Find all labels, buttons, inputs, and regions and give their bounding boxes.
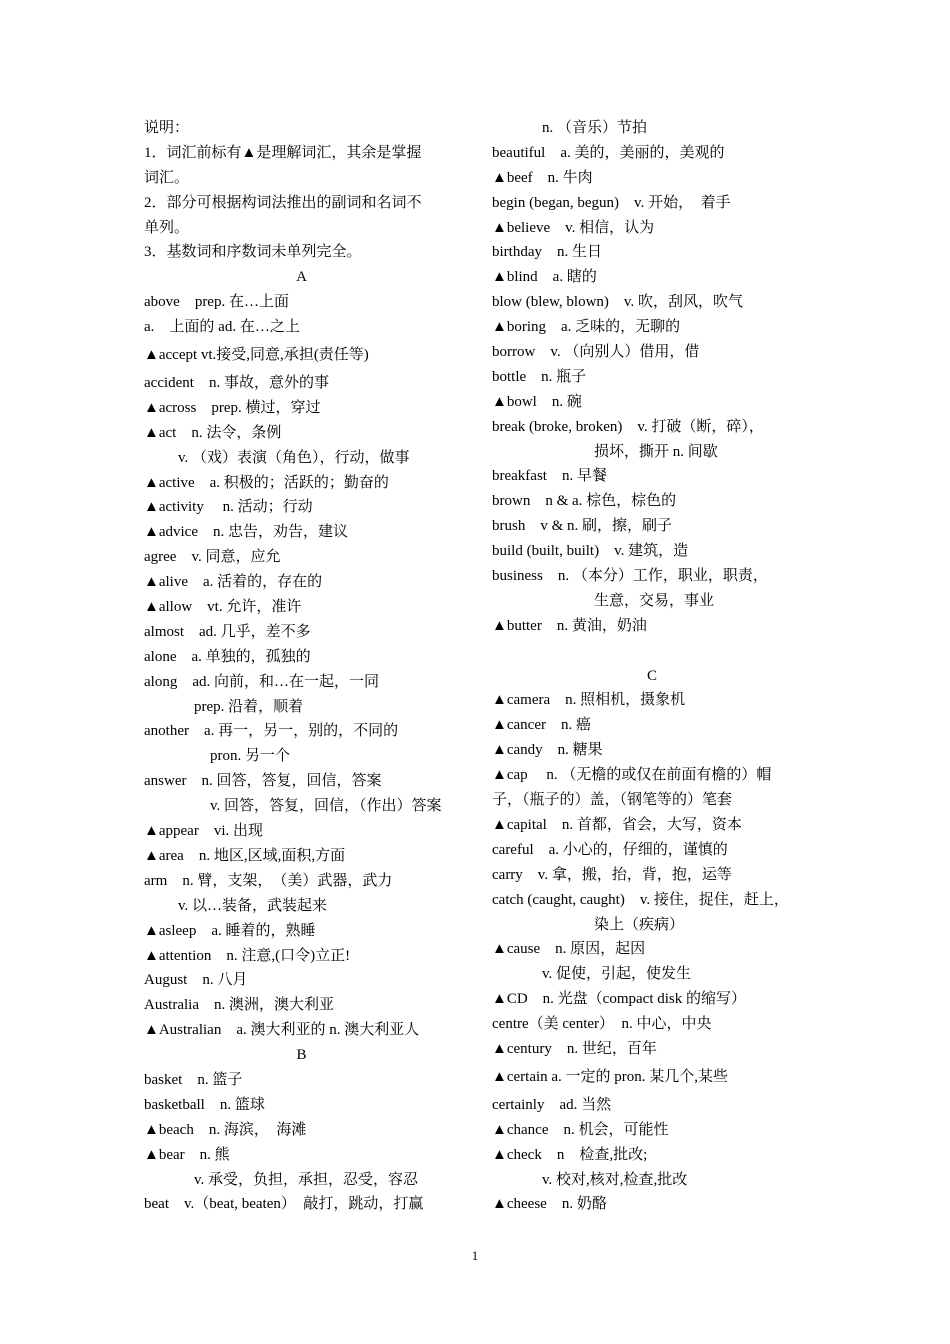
vocab-entry: ▲attention n. 注意,(口令)立正!	[144, 947, 351, 964]
vocab-entry: ▲cancer n. 癌	[492, 717, 591, 734]
vocab-entry: ▲beach n. 海滨， 海滩	[144, 1121, 307, 1138]
vocab-entry: ▲century n. 世纪，百年	[492, 1040, 657, 1057]
vocab-entry: brown n & a. 棕色，棕色的	[492, 493, 677, 510]
vocab-entry: ▲check n 检查,批改;	[492, 1146, 648, 1163]
vocab-entry: a. 上面的 ad. 在…之上	[144, 319, 300, 336]
vocab-entry: basket n. 篮子	[144, 1071, 243, 1088]
vocab-entry: bottle n. 瓶子	[492, 368, 587, 385]
intro-line: 2．部分可根据构词法推出的副词和名词不	[144, 194, 422, 211]
spacer	[492, 639, 822, 664]
vocab-entry: basketball n. 篮球	[144, 1096, 265, 1113]
vocab-entry: ▲blind a. 瞎的	[492, 269, 597, 286]
vocab-entry-continuation: 染上（疾病）	[594, 916, 685, 933]
vocab-entry: ▲camera n. 照相机，摄象机	[492, 692, 686, 709]
vocab-entry: ▲believe v. 相信，认为	[492, 219, 655, 236]
section-heading-b: B	[296, 1047, 307, 1064]
vocab-entry: breakfast n. 早餐	[492, 468, 607, 485]
vocab-entry: almost ad. 几乎，差不多	[144, 623, 311, 640]
vocab-entry-continuation: v. 承受，负担，承担，忍受，容忍	[194, 1171, 419, 1188]
vocab-entry: ▲bear n. 熊	[144, 1146, 230, 1163]
section-heading-c: C	[646, 667, 657, 684]
vocab-entry: agree v. 同意，应允	[144, 549, 281, 566]
vocab-entry-continuation: n. （音乐）节拍	[542, 120, 648, 136]
vocab-entry: beat v.（beat, beaten） 敲打，跳动，打赢	[144, 1196, 424, 1213]
left-column	[144, 116, 469, 1217]
vocab-entry: another a. 再一，另一，别的，不同的	[144, 723, 399, 740]
vocab-entry: brush v & n. 刷，擦，刷子	[492, 518, 673, 535]
vocab-entry: ▲candy n. 糖果	[492, 742, 603, 759]
vocab-entry: ▲act n. 法令，条例	[144, 424, 282, 441]
vocab-entry-continuation: v. 以…装备，武装起来	[178, 897, 328, 914]
page-number: 1	[471, 1248, 479, 1263]
vocab-entry: blow (blew, blown) v. 吹，刮风，吹气	[492, 294, 743, 311]
vocab-entry: careful a. 小心的，仔细的，谨慎的	[492, 841, 728, 858]
vocab-entry: certainly ad. 当然	[492, 1096, 612, 1113]
vocab-entry: catch (caught, caught) v. 接住，捉住，赶上，	[492, 891, 789, 908]
intro-line: 词汇。	[144, 169, 190, 186]
intro-line: 3．基数词和序数词未单列完全。	[144, 244, 362, 261]
vocab-entry: ▲cause n. 原因，起因	[492, 941, 646, 958]
vocab-entry: August n. 八月	[144, 972, 248, 989]
vocab-entry: ▲butter n. 黄油，奶油	[492, 617, 647, 634]
vocab-entry: build (built, built) v. 建筑，造	[492, 543, 689, 560]
vocab-entry: answer n. 回答，答复，回信，答案	[144, 773, 382, 790]
vocab-entry: ▲advice n. 忠告，劝告，建议	[144, 524, 348, 541]
vocab-entry-continuation: v. （戏）表演（角色），行动，做事	[178, 449, 410, 466]
vocab-entry-continuation: v. 回答，答复，回信，（作出）答案	[210, 798, 442, 815]
vocab-entry: alone a. 单独的，孤独的	[144, 648, 311, 665]
vocab-entry: beautiful a. 美的，美丽的，美观的	[492, 144, 725, 161]
section-heading-a: A	[296, 269, 307, 286]
vocab-entry: break (broke, broken) v. 打破（断，碎），	[492, 418, 764, 435]
vocab-entry: birthday n. 生日	[492, 244, 602, 261]
vocab-entry: Australia n. 澳洲，澳大利亚	[144, 997, 334, 1014]
vocab-entry: ▲bowl n. 碗	[492, 393, 582, 410]
vocab-entry: ▲area n. 地区,区域,面积,方面	[144, 847, 346, 864]
vocab-entry: arm n. 臂，支架， （美）武器，武力	[144, 872, 393, 889]
vocab-entry: ▲chance n. 机会，可能性	[492, 1121, 669, 1138]
vocab-entry: ▲activity n. 活动；行动	[144, 499, 313, 516]
vocab-entry: accident n. 事故，意外的事	[144, 375, 329, 392]
vocab-entry: ▲capital n. 首都，省会，大写，资本	[492, 816, 742, 833]
vocab-entry: ▲accept vt.接受,同意,承担(责任等)	[144, 347, 369, 364]
vocab-entry: ▲cap n. （无檐的或仅在前面有檐的）帽	[492, 767, 772, 784]
vocab-entry: ▲boring a. 乏味的，无聊的	[492, 319, 681, 336]
vocab-entry-continuation: 生意，交易，事业	[594, 592, 715, 609]
vocab-entry: ▲Australian a. 澳大利亚的 n. 澳大利亚人	[144, 1022, 420, 1039]
vocab-entry-continuation: v. 促使，引起，使发生	[542, 966, 692, 983]
vocab-entry: ▲cheese n. 奶酪	[492, 1196, 607, 1213]
vocab-entry: begin (began, begun) v. 开始， 着手	[492, 194, 731, 211]
vocab-entry: ▲allow vt. 允许，准许	[144, 599, 302, 616]
vocab-entry: ▲appear vi. 出现	[144, 823, 263, 840]
vocab-entry: ▲active a. 积极的；活跃的；勤奋的	[144, 474, 389, 491]
vocab-entry: ▲asleep a. 睡着的，熟睡	[144, 922, 316, 939]
intro-line: 说明：	[144, 120, 190, 136]
vocab-entry: centre（美 center） n. 中心，中央	[492, 1016, 712, 1033]
vocab-entry: ▲CD n. 光盘（compact disk 的缩写）	[492, 991, 746, 1008]
vocab-entry: borrow v. （向别人）借用，借	[492, 344, 700, 361]
intro-line: 1．词汇前标有▲是理解词汇，其余是掌握	[144, 144, 422, 161]
vocab-entry: ▲across prep. 横过，穿过	[144, 399, 321, 416]
vocab-entry: ▲beef n. 牛肉	[492, 169, 593, 186]
vocab-entry-continuation: pron. 另一个	[210, 748, 290, 765]
vocab-entry: above prep. 在…上面	[144, 294, 289, 311]
vocab-entry-continuation: 损坏，撕开 n. 间歇	[594, 443, 718, 460]
right-column	[492, 116, 822, 1217]
vocab-entry-continuation: 子，（瓶子的）盖，（钢笔等的）笔套	[492, 792, 733, 809]
intro-line: 单列。	[144, 219, 190, 236]
vocab-entry: carry v. 拿，搬，抬，背，抱，运等	[492, 866, 732, 883]
vocab-entry-continuation: prep. 沿着，顺着	[194, 698, 304, 715]
vocab-entry: ▲alive a. 活着的，存在的	[144, 574, 323, 591]
vocab-entry: business n. （本分）工作，职业，职责，	[492, 568, 768, 585]
vocab-entry-continuation: v. 校对,核对,检查,批改	[542, 1171, 688, 1188]
vocab-entry: along ad. 向前，和…在一起，一同	[144, 673, 379, 690]
vocab-entry: ▲certain a. 一定的 pron. 某几个,某些	[492, 1068, 729, 1085]
